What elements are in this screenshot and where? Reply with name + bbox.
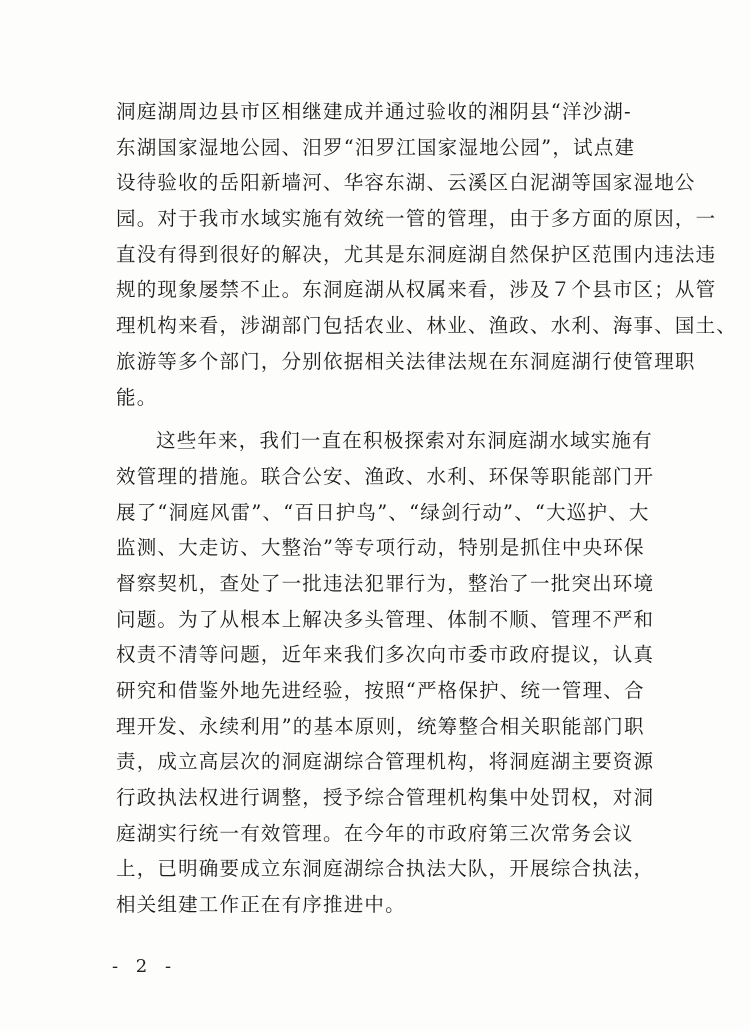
text-line: 理开发、永续利用”的基本原则，统筹整合相关职能部门职 [116,714,645,738]
text-line: 监测、大走访、大整治”等专项行动，特别是抓住中央环保 [116,536,645,560]
text-line: 上，已明确要成立东洞庭湖综合执法大队，开展综合执法， [116,857,655,881]
page-number: - 2 - [112,956,178,977]
text-line: 能。 [116,385,158,409]
text-line: 直没有得到很好的解决，尤其是东洞庭湖自然保护区范围内违法违 [116,242,717,266]
paragraph-1 [116,94,738,415]
text-line: 相关组建工作正在有序推进中。 [116,893,406,917]
paragraph-spacing [116,415,636,423]
text-line: 洞庭湖周边县市区相继建成并通过验收的湘阴县“洋沙湖- [116,100,632,123]
text-line: 行政执法权进行调整，授予综合管理机构集中处罚权，对洞 [116,786,655,810]
text-line: 规的现象屡禁不止。东洞庭湖从权属来看，涉及７个县市区；从管 [116,278,717,302]
text-line: 研究和借鉴外地先进经验，按照“严格保护、统一管理、合 [116,679,645,702]
text-line: 理机构来看，涉湖部门包括农业、林业、渔政、水利、海事、国土、 [116,314,738,338]
text-line: 旅游等多个部门，分别依据相关法律法规在东洞庭湖行使管理职 [116,349,696,373]
text-line: 庭湖实行统一有效管理。在今年的市政府第三次常务会议 [116,821,634,845]
text-line: 东湖国家湿地公园、汨罗“汨罗江国家湿地公园”，试点建 [116,135,636,159]
text-line: 权责不清等问题，近年来我们多次向市委市政府提议，认真 [116,643,655,667]
text-line: 这些年来，我们一直在积极探索对东洞庭湖水域实施有 [156,429,653,453]
text-line: 园。对于我市水域实施有效统一管的管理，由于多方面的原因，一 [116,207,717,231]
text-line: 责，成立高层次的洞庭湖综合管理机构，将洞庭湖主要资源 [116,750,655,774]
paragraph-2 [116,423,655,923]
text-line: 设待验收的岳阳新墙河、华容东湖、云溪区白泥湖等国家湿地公 [116,171,696,195]
text-line: 问题。为了从根本上解决多头管理、体制不顺、管理不严和 [116,607,655,631]
text-line: 效管理的措施。联合公安、渔政、水利、环保等职能部门开 [116,464,655,488]
text-line: 督察契机，查处了一批违法犯罪行为，整治了一批突出环境 [116,571,655,595]
body-text [116,94,738,923]
text-line: 展了“洞庭风雷”、“百日护鸟”、“绿剑行动”、“大巡护、大 [116,500,650,524]
